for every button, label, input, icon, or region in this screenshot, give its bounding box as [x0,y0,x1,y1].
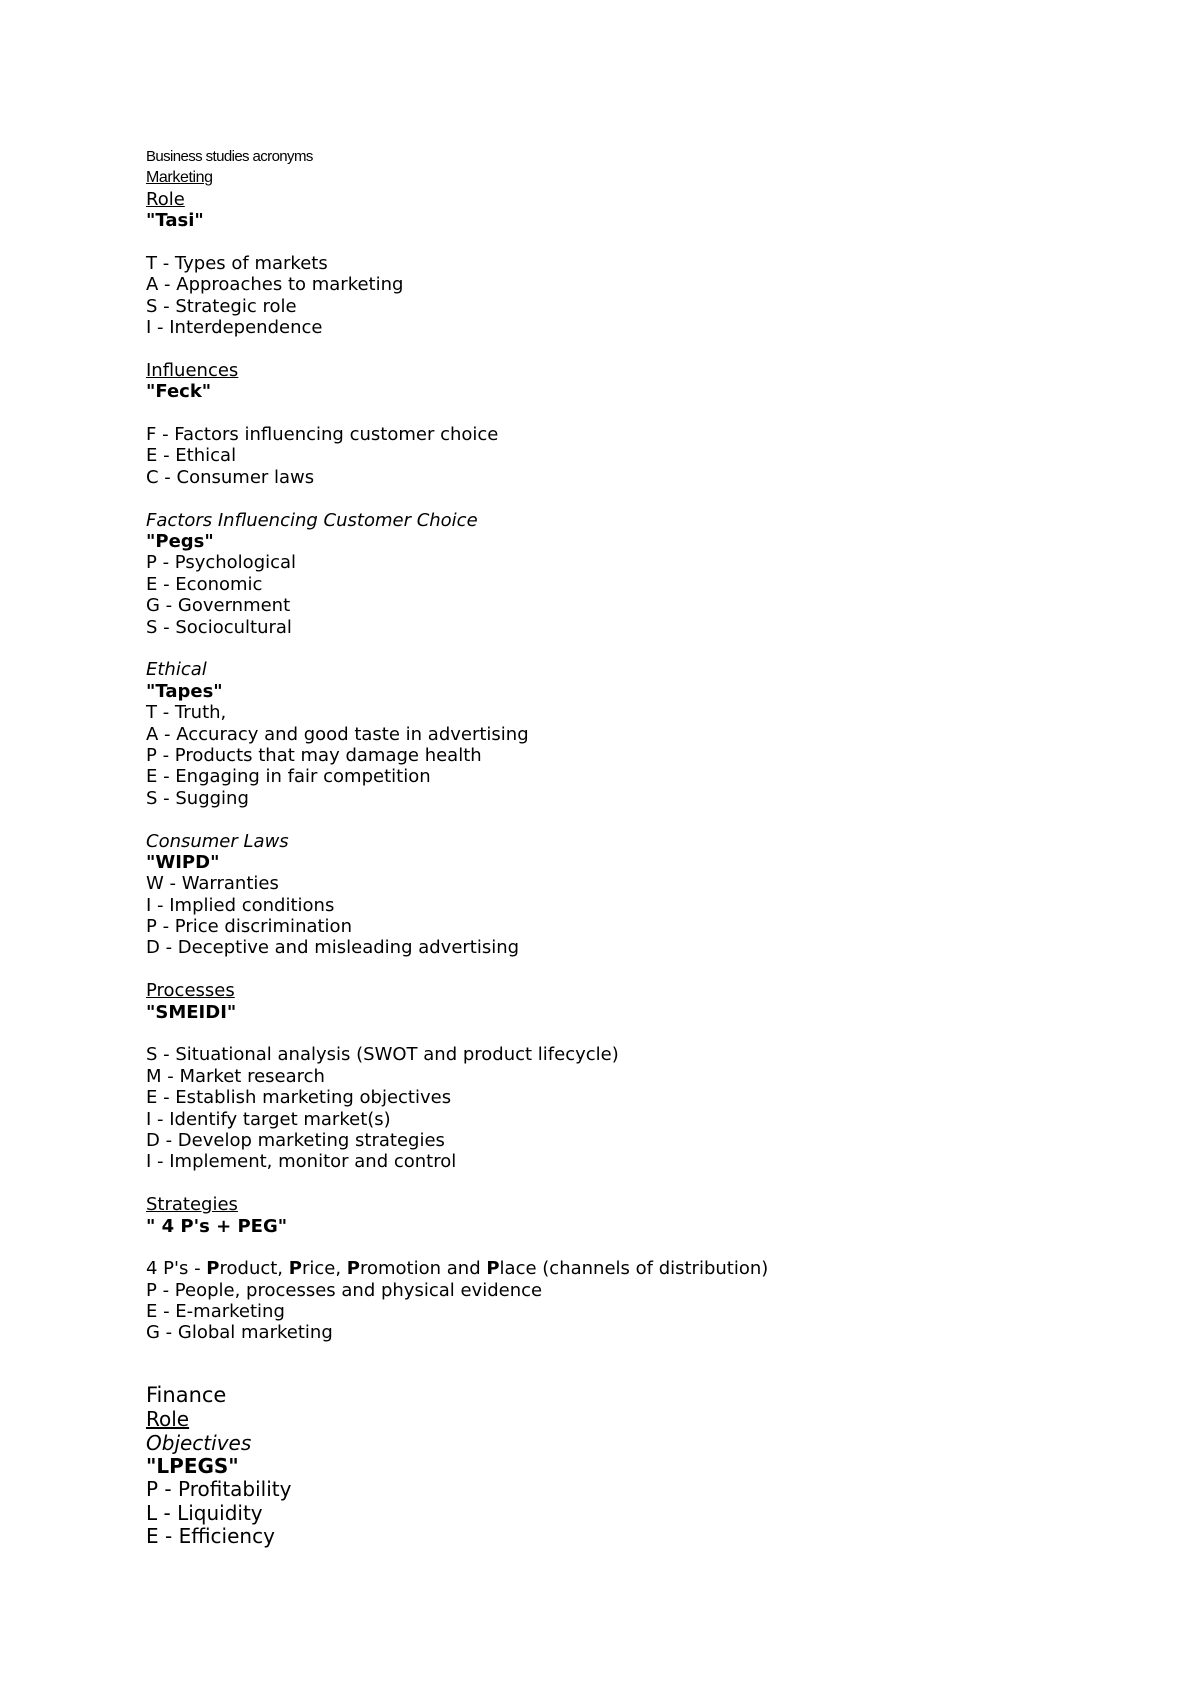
letter-p: P [288,1258,302,1280]
spacer [146,1023,1146,1044]
list-item: E - Economic [146,573,263,595]
list-item: T - Types of markets [146,252,328,274]
list-item: E - Establish marketing objectives [146,1087,452,1109]
list-item: G - Global marketing [146,1322,333,1344]
heading-ethical: Ethical [146,659,207,681]
acronym-tasi: "Tasi" [146,210,204,232]
list-item: S - Sugging [146,787,249,809]
list-item: A - Accuracy and good taste in advertising [146,723,529,745]
list-item: P - Psychological [146,552,297,574]
acronym-4ps-peg: " 4 P's + PEG" [146,1215,288,1237]
letter-p: P [486,1258,500,1280]
heading-role: Role [146,188,185,210]
list-item: L - Liquidity [146,1500,263,1525]
list-item: I - Interdependence [146,317,323,339]
acronym-pegs: "Pegs" [146,531,214,553]
letter-p: P [206,1258,220,1280]
list-item: S - Situational analysis (SWOT and product lifecycle) [146,1044,619,1066]
spacer [146,403,1146,424]
word-rest: roduct, [219,1258,289,1280]
list-item: G - Government [146,595,291,617]
list-item: D - Develop marketing strategies [146,1129,445,1151]
acronym-tapes: "Tapes" [146,680,223,702]
list-item: W - Warranties [146,873,279,895]
list-item: M - Market research [146,1065,325,1087]
list-item: I - Identify target market(s) [146,1108,391,1130]
acronym-feck: "Feck" [146,381,212,403]
spacer [146,1173,1146,1194]
word-rest: rice, [301,1258,347,1280]
list-item: F - Factors influencing customer choice [146,424,499,446]
spacer [146,488,1146,509]
spacer [146,638,1146,659]
list-item: E - Ethical [146,445,237,467]
list-item: D - Deceptive and misleading advertising [146,937,520,959]
list-item: P - People, processes and physical evidence [146,1279,543,1301]
section-title-marketing: Marketing [146,169,213,187]
spacer [146,1344,1146,1365]
spacer [146,959,1146,980]
acronym-wipd: "WIPD" [146,851,220,873]
finance-section [146,1383,1146,1548]
letter-p: P [346,1258,360,1280]
list-item: C - Consumer laws [146,466,315,488]
heading-factors: Factors Influencing Customer Choice [146,509,478,531]
heading-consumer-laws: Consumer Laws [146,830,289,852]
section-title-finance: Finance [146,1383,227,1408]
word-rest: lace (channels of distribution) [499,1258,769,1280]
list-item: E - E-marketing [146,1301,285,1323]
list-item: T - Truth, [146,702,227,724]
list-item: A - Approaches to marketing [146,274,404,296]
list-item: P - Price discrimination [146,916,352,938]
spacer [146,809,1146,830]
list-item: S - Strategic role [146,295,297,317]
acronym-lpegs: "LPEGS" [146,1454,239,1479]
list-item-four-ps [146,1258,1146,1279]
document-title: Business studies acronyms [146,148,313,165]
spacer [146,232,1146,253]
document-page [146,146,1146,1549]
spacer [146,339,1146,360]
acronym-smeidi: "SMEIDI" [146,1001,237,1023]
word-rest: romotion and [359,1258,487,1280]
list-item: E - Engaging in fair competition [146,766,431,788]
list-item: I - Implement, monitor and control [146,1151,457,1173]
list-item: S - Sociocultural [146,616,292,638]
list-item: P - Products that may damage health [146,744,482,766]
heading-strategies: Strategies [146,1194,238,1216]
four-ps-prefix: 4 P's - [146,1258,207,1280]
heading-processes: Processes [146,980,235,1002]
spacer [146,1237,1146,1258]
heading-influences: Influences [146,359,239,381]
heading-finance-role: Role [146,1407,190,1432]
list-item: P - Profitability [146,1477,292,1502]
list-item: I - Implied conditions [146,894,335,916]
list-item: E - Efficiency [146,1524,275,1549]
heading-objectives: Objectives [146,1430,252,1455]
